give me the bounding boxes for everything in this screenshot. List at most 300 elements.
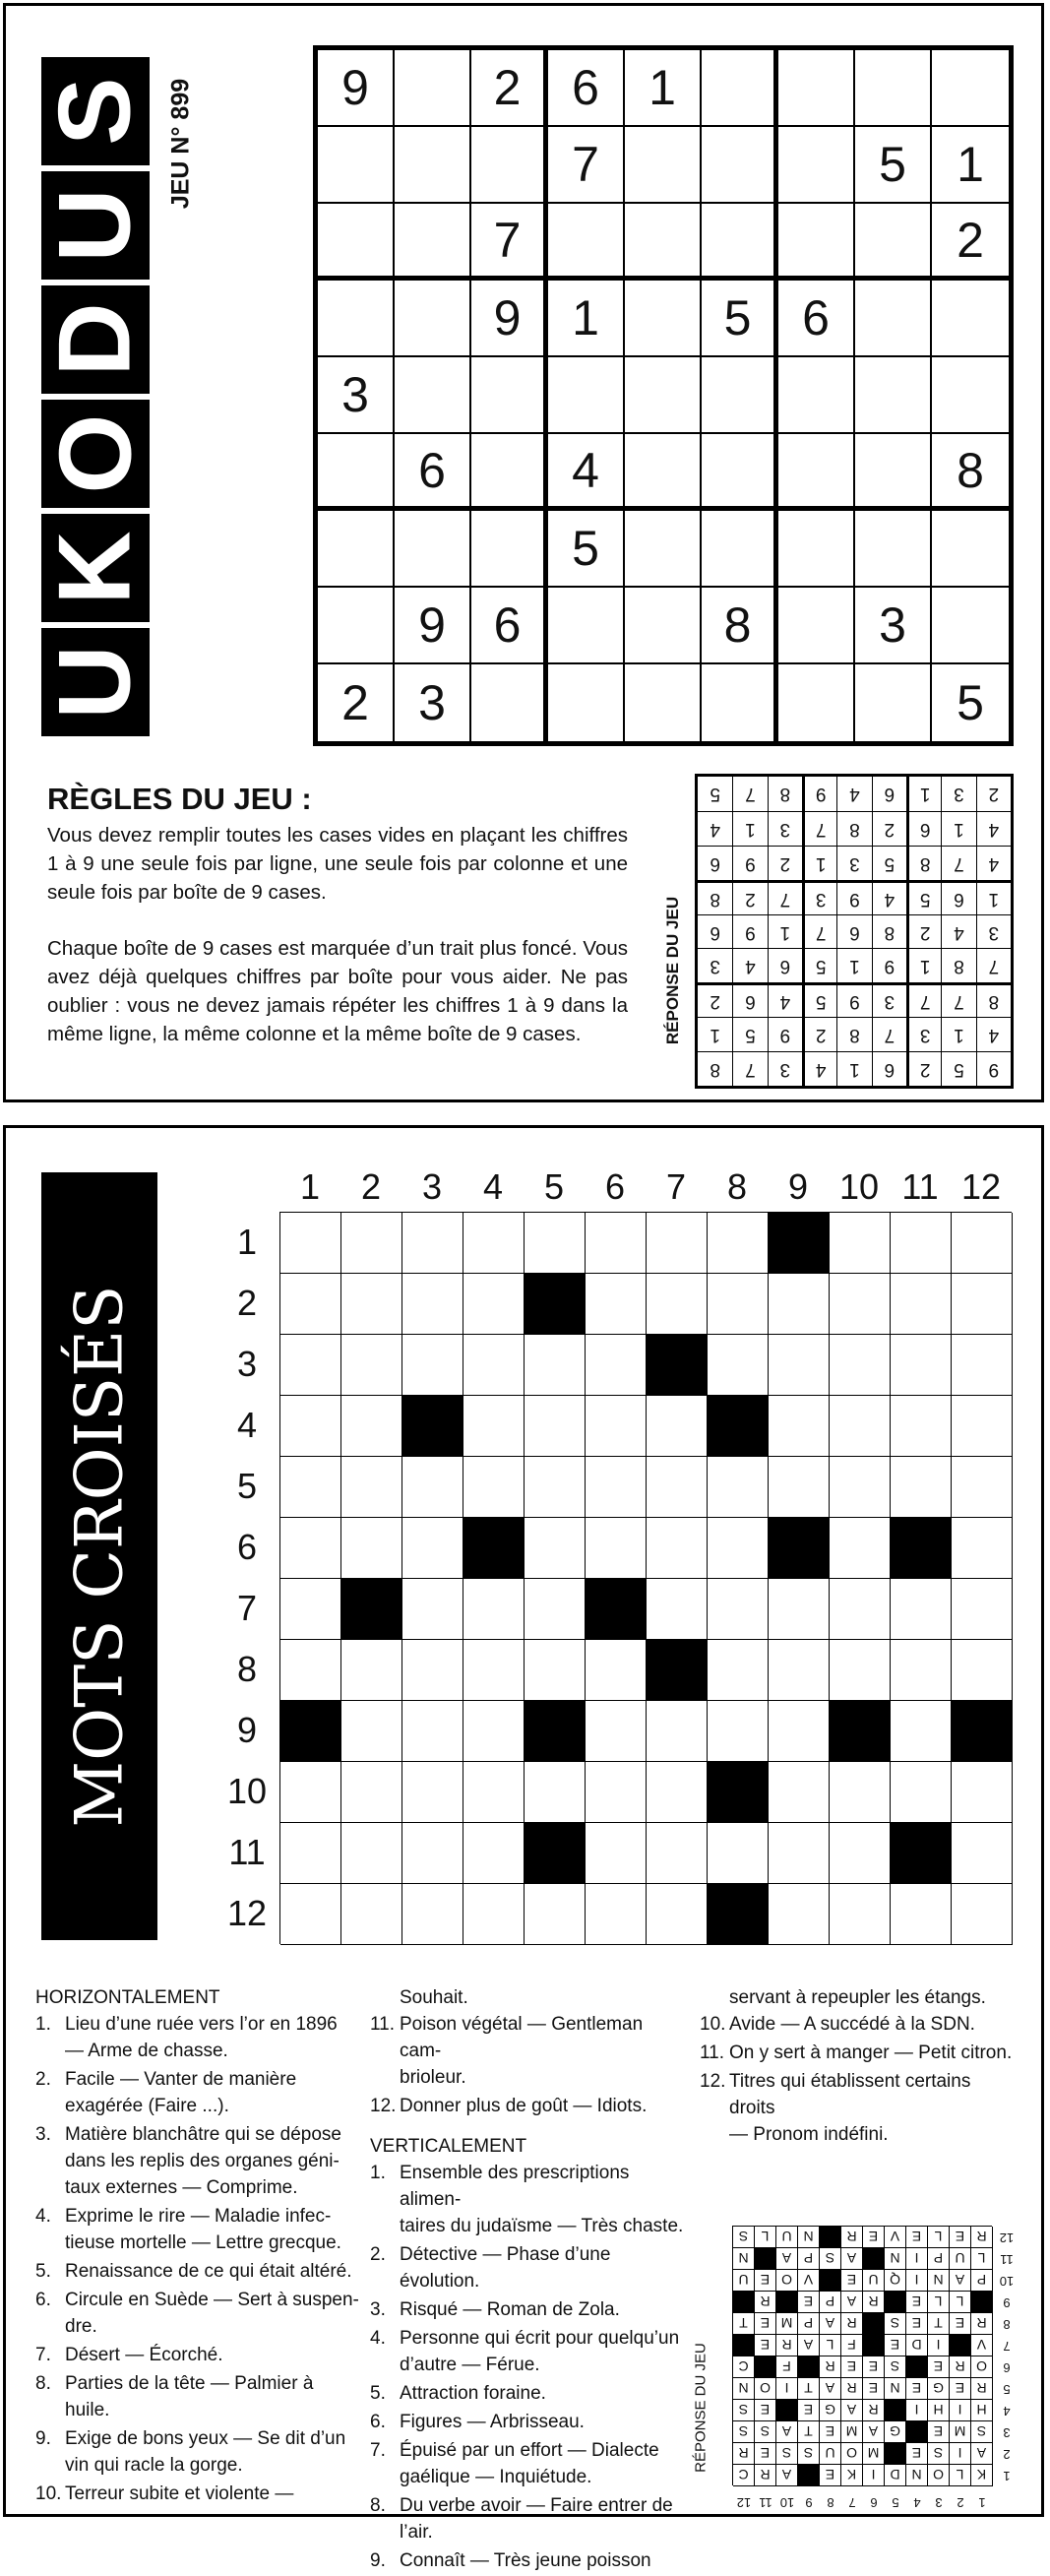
crossword-cell[interactable]	[952, 1823, 1013, 1884]
sudoku-cell[interactable]	[932, 50, 1009, 127]
sudoku-cell[interactable]: 1	[548, 281, 625, 357]
crossword-cell[interactable]	[952, 1884, 1013, 1945]
crossword-cell[interactable]	[525, 1640, 586, 1701]
crossword-cell[interactable]	[525, 1518, 586, 1579]
answer-letter-cell: T	[732, 2312, 754, 2334]
crossword-cell[interactable]	[891, 1213, 952, 1274]
crossword-cell[interactable]	[525, 1335, 586, 1396]
crossword-cell[interactable]	[708, 1823, 769, 1884]
crossword-cell[interactable]	[891, 1579, 952, 1640]
crossword-cell[interactable]	[586, 1518, 647, 1579]
crossword-cell[interactable]	[891, 1274, 952, 1335]
crossword-cell[interactable]	[463, 1396, 525, 1457]
answer-letter-cell: I	[862, 2464, 884, 2485]
crossword-cell[interactable]	[525, 1762, 586, 1823]
answer-letter-cell: R	[819, 2356, 840, 2377]
sudoku-cell[interactable]: 4	[548, 434, 625, 511]
clue-number: 12.	[700, 2071, 726, 2092]
row-number: 2	[236, 1283, 258, 1323]
crossword-cell[interactable]	[891, 1640, 952, 1701]
crossword-cell[interactable]	[952, 1457, 1013, 1518]
clue-item	[370, 2296, 685, 2323]
sudoku-cell[interactable]	[855, 357, 932, 434]
crossword-cell[interactable]	[708, 1274, 769, 1335]
sudoku-cell[interactable]: 6	[548, 50, 625, 127]
sudoku-cell[interactable]	[548, 664, 625, 741]
crossword-cell[interactable]	[830, 1396, 891, 1457]
crossword-cell[interactable]	[280, 1579, 341, 1640]
sudoku-cell[interactable]	[471, 357, 548, 434]
crossword-cell[interactable]	[769, 1823, 830, 1884]
sudoku-cell[interactable]	[471, 664, 548, 741]
crossword-cell[interactable]	[280, 1823, 341, 1884]
sudoku-cell[interactable]	[625, 511, 702, 588]
crossword-cell[interactable]	[280, 1884, 341, 1945]
crossword-cell[interactable]	[708, 1518, 769, 1579]
answer-letter-cell: R	[840, 2226, 862, 2247]
clue-number: 1.	[35, 2014, 51, 2035]
answer-column-number: 5	[892, 2495, 899, 2510]
clue-text	[65, 2481, 360, 2507]
column-number: 4	[482, 1166, 504, 1207]
crossword-cell[interactable]	[830, 1457, 891, 1518]
crossword-cell[interactable]	[463, 1823, 525, 1884]
answer-row-number: 9	[1003, 2295, 1011, 2310]
crossword-cell[interactable]	[402, 1213, 463, 1274]
clue-item	[35, 2011, 360, 2064]
crossword-cell[interactable]	[708, 1335, 769, 1396]
row-number: 4	[236, 1405, 258, 1445]
sudoku-cell[interactable]	[548, 357, 625, 434]
sudoku-cell[interactable]: 3	[395, 664, 471, 741]
sudoku-cell[interactable]	[702, 434, 778, 511]
crossword-cell[interactable]	[708, 1579, 769, 1640]
crossword-cell[interactable]	[708, 1701, 769, 1762]
sudoku-cell[interactable]	[625, 357, 702, 434]
crossword-cell[interactable]	[280, 1396, 341, 1457]
crossword-cell[interactable]	[830, 1884, 891, 1945]
sudoku-cell[interactable]	[395, 127, 471, 204]
clue-number: 8.	[370, 2495, 386, 2516]
crossword-cell[interactable]	[280, 1762, 341, 1823]
crossword-cell[interactable]	[280, 1274, 341, 1335]
row-number: 1	[236, 1222, 258, 1262]
crossword-cell[interactable]	[341, 1457, 402, 1518]
crossword-answer-column-numbers	[733, 2488, 993, 2510]
crossword-cell[interactable]	[891, 1884, 952, 1945]
sudoku-cell[interactable]	[702, 127, 778, 204]
sudoku-cell[interactable]	[778, 127, 855, 204]
crossword-cell[interactable]	[341, 1701, 402, 1762]
crossword-cell[interactable]	[891, 1762, 952, 1823]
crossword-cell[interactable]	[830, 1274, 891, 1335]
sudoku-cell[interactable]: 5	[855, 127, 932, 204]
crossword-cell[interactable]	[586, 1884, 647, 1945]
sudoku-cell[interactable]	[702, 511, 778, 588]
crossword-cell[interactable]	[586, 1823, 647, 1884]
clue-line: gaélique — Inquiétude.	[400, 2467, 592, 2487]
sudoku-cell[interactable]	[625, 664, 702, 741]
sudoku-answer-cell: 4	[802, 1051, 836, 1086]
black-cell	[647, 1640, 708, 1701]
answer-letter-cell: A	[949, 2269, 970, 2291]
crossword-cell[interactable]	[463, 1274, 525, 1335]
crossword-cell[interactable]	[280, 1213, 341, 1274]
black-cell	[708, 1762, 769, 1823]
crossword-cell[interactable]	[769, 1762, 830, 1823]
crossword-cell[interactable]	[769, 1335, 830, 1396]
sudoku-cell[interactable]: 6	[471, 588, 548, 664]
crossword-cell[interactable]	[402, 1274, 463, 1335]
answer-letter-cell: R	[754, 2464, 775, 2485]
crossword-cell[interactable]	[402, 1579, 463, 1640]
crossword-cell[interactable]	[891, 1335, 952, 1396]
answer-letter-cell: E	[949, 2312, 970, 2334]
sudoku-cell[interactable]	[318, 204, 395, 281]
sudoku-answer-cell: 8	[941, 948, 975, 982]
sudoku-cell[interactable]: 6	[778, 281, 855, 357]
crossword-cell[interactable]	[341, 1274, 402, 1335]
clue-line: Connaît — Très jeune poisson	[400, 2550, 651, 2571]
crossword-cell[interactable]	[952, 1396, 1013, 1457]
crossword-cell[interactable]	[769, 1701, 830, 1762]
crossword-cell[interactable]	[891, 1396, 952, 1457]
answer-letter-cell: A	[775, 2247, 797, 2269]
answer-letter-cell: A	[819, 2377, 840, 2399]
crossword-cell[interactable]	[586, 1762, 647, 1823]
sudoku-cell[interactable]	[395, 511, 471, 588]
crossword-cell[interactable]	[341, 1213, 402, 1274]
sudoku-cell[interactable]	[625, 204, 702, 281]
crossword-cell[interactable]	[769, 1457, 830, 1518]
banner-letter-text: U	[37, 188, 153, 263]
crossword-cell[interactable]	[769, 1396, 830, 1457]
crossword-cell[interactable]	[402, 1823, 463, 1884]
crossword-cell[interactable]	[769, 1640, 830, 1701]
crossword-cell[interactable]	[341, 1518, 402, 1579]
crossword-cell[interactable]	[952, 1213, 1013, 1274]
answer-letter-cell: E	[862, 2356, 884, 2377]
crossword-cell[interactable]	[586, 1274, 647, 1335]
clue-line: — Pronom indéfini.	[729, 2124, 889, 2145]
clue-number: 11.	[700, 2042, 725, 2063]
sudoku-answer-cell: 8	[836, 811, 871, 846]
crossword-cell[interactable]	[708, 1213, 769, 1274]
crossword-cell[interactable]	[952, 1518, 1013, 1579]
sudoku-cell[interactable]: 9	[318, 50, 395, 127]
crossword-cell[interactable]	[586, 1701, 647, 1762]
crossword-cell[interactable]	[402, 1884, 463, 1945]
answer-black-cell	[754, 2356, 775, 2377]
sudoku-cell[interactable]	[395, 357, 471, 434]
sudoku-cell[interactable]	[625, 127, 702, 204]
sudoku-answer-cell: 9	[802, 777, 836, 811]
sudoku-answer-cell: 6	[698, 914, 732, 949]
sudoku-cell[interactable]: 5	[702, 281, 778, 357]
crossword-cell[interactable]	[402, 1640, 463, 1701]
sudoku-cell[interactable]	[471, 127, 548, 204]
crossword-cell[interactable]	[952, 1274, 1013, 1335]
clue-line: Renaissance de ce qui était altéré.	[65, 2261, 352, 2282]
sudoku-answer-cell: 2	[768, 846, 802, 880]
crossword-cell[interactable]	[341, 1396, 402, 1457]
crossword-cell[interactable]	[647, 1823, 708, 1884]
crossword-cell[interactable]	[647, 1457, 708, 1518]
crossword-cell[interactable]	[891, 1701, 952, 1762]
crossword-cell[interactable]	[463, 1884, 525, 1945]
sudoku-answer-cell: 7	[906, 982, 941, 1017]
crossword-cell[interactable]	[463, 1335, 525, 1396]
sudoku-cell[interactable]: 1	[932, 127, 1009, 204]
crossword-cell[interactable]	[525, 1396, 586, 1457]
crossword-cell[interactable]	[586, 1640, 647, 1701]
sudoku-answer-cell: 3	[976, 914, 1011, 949]
sudoku-answer-cell: 3	[768, 811, 802, 846]
clue-line: Ensemble des prescriptions alimen-	[400, 2163, 630, 2210]
sudoku-answer-cell: 1	[732, 811, 767, 846]
sudoku-cell[interactable]	[855, 281, 932, 357]
sudoku-cell[interactable]	[548, 588, 625, 664]
sudoku-answer-cell: 3	[941, 777, 975, 811]
sudoku-cell[interactable]: 2	[471, 50, 548, 127]
sudoku-cell[interactable]	[855, 664, 932, 741]
clue-line: Risqué — Roman de Zola.	[400, 2299, 620, 2320]
row-number: 12	[226, 1893, 268, 1933]
sudoku-cell[interactable]: 2	[932, 204, 1009, 281]
crossword-cell[interactable]	[280, 1640, 341, 1701]
sudoku-cell[interactable]	[702, 204, 778, 281]
crossword-cell[interactable]	[952, 1762, 1013, 1823]
black-cell	[525, 1701, 586, 1762]
crossword-cell[interactable]	[586, 1396, 647, 1457]
crossword-cell[interactable]	[830, 1640, 891, 1701]
crossword-cell[interactable]	[463, 1579, 525, 1640]
sudoku-cell[interactable]	[778, 511, 855, 588]
clue-number: 5.	[370, 2383, 386, 2404]
sudoku-cell[interactable]	[318, 127, 395, 204]
sudoku-cell[interactable]	[855, 50, 932, 127]
sudoku-cell[interactable]	[625, 434, 702, 511]
crossword-cell[interactable]	[586, 1213, 647, 1274]
answer-row-number: 5	[1003, 2382, 1011, 2397]
crossword-cell[interactable]	[830, 1823, 891, 1884]
sudoku-cell[interactable]: 3	[855, 588, 932, 664]
clue-line: Exprime le rire — Maladie infec-	[65, 2206, 332, 2227]
crossword-cell[interactable]	[830, 1579, 891, 1640]
crossword-cell[interactable]	[586, 1457, 647, 1518]
sudoku-cell[interactable]	[471, 434, 548, 511]
answer-letter-cell: S	[884, 2312, 905, 2334]
sudoku-answer-cell: 6	[768, 948, 802, 982]
answer-letter-cell: K	[840, 2464, 862, 2485]
answer-column-number: 9	[805, 2495, 813, 2510]
crossword-grid[interactable]	[279, 1212, 1012, 1944]
sudoku-cell[interactable]	[932, 281, 1009, 357]
crossword-cell[interactable]	[769, 1884, 830, 1945]
sudoku-cell[interactable]	[778, 50, 855, 127]
sudoku-cell[interactable]: 1	[625, 50, 702, 127]
crossword-cell[interactable]	[830, 1762, 891, 1823]
answer-letter-cell: A	[819, 2312, 840, 2334]
crossword-cell[interactable]	[952, 1579, 1013, 1640]
sudoku-cell[interactable]	[778, 204, 855, 281]
black-cell	[708, 1884, 769, 1945]
clue-text	[65, 2011, 360, 2064]
crossword-cell[interactable]	[341, 1762, 402, 1823]
crossword-cell[interactable]	[463, 1762, 525, 1823]
sudoku-cell[interactable]	[932, 357, 1009, 434]
sudoku-cell[interactable]	[702, 50, 778, 127]
sudoku-answer-cell: 2	[802, 1017, 836, 1051]
crossword-cell[interactable]	[647, 1213, 708, 1274]
crossword-cell[interactable]	[341, 1640, 402, 1701]
crossword-cell[interactable]	[402, 1518, 463, 1579]
clue-line: tieuse mortelle — Lettre grecque.	[65, 2232, 341, 2253]
black-cell	[708, 1396, 769, 1457]
rules-title: RÈGLES DU JEU :	[47, 782, 312, 816]
sudoku-cell[interactable]	[855, 204, 932, 281]
sudoku-answer-cell: 4	[836, 777, 871, 811]
sudoku-cell[interactable]	[625, 281, 702, 357]
sudoku-cell[interactable]: 9	[395, 588, 471, 664]
crossword-cell[interactable]	[891, 1457, 952, 1518]
crossword-cell[interactable]	[525, 1579, 586, 1640]
clue-line: taux externes — Comprime.	[65, 2177, 298, 2198]
black-cell	[525, 1274, 586, 1335]
crossword-cell[interactable]	[708, 1640, 769, 1701]
crossword-cell[interactable]	[647, 1579, 708, 1640]
sudoku-cell[interactable]	[778, 588, 855, 664]
crossword-cell[interactable]	[647, 1701, 708, 1762]
sudoku-cell[interactable]	[395, 281, 471, 357]
sudoku-cell[interactable]	[625, 588, 702, 664]
sudoku-cell[interactable]	[778, 664, 855, 741]
crossword-cell[interactable]	[341, 1335, 402, 1396]
answer-letter-cell: T	[797, 2420, 819, 2442]
sudoku-cell[interactable]: 6	[395, 434, 471, 511]
sudoku-cell[interactable]: 9	[471, 281, 548, 357]
crossword-cell[interactable]	[769, 1579, 830, 1640]
crossword-cell[interactable]	[647, 1884, 708, 1945]
crossword-cell[interactable]	[830, 1213, 891, 1274]
answer-row-number: 8	[1003, 2317, 1011, 2332]
crossword-cell[interactable]	[525, 1213, 586, 1274]
sudoku-cell[interactable]: 5	[548, 511, 625, 588]
sudoku-cell[interactable]: 5	[957, 675, 984, 730]
crossword-cell[interactable]	[952, 1640, 1013, 1701]
sudoku-cell[interactable]	[778, 434, 855, 511]
crossword-cell[interactable]	[341, 1823, 402, 1884]
crossword-cell[interactable]	[280, 1518, 341, 1579]
sudoku-cell[interactable]	[318, 511, 395, 588]
crossword-cell[interactable]	[769, 1274, 830, 1335]
answer-column-number: 10	[779, 2495, 795, 2510]
answer-letter-cell: A	[775, 2420, 797, 2442]
crossword-cell[interactable]	[402, 1701, 463, 1762]
crossword-cell[interactable]	[708, 1457, 769, 1518]
answer-column-number: 4	[913, 2495, 921, 2510]
sudoku-cell[interactable]	[855, 434, 932, 511]
sudoku-answer-cell: 6	[872, 1051, 906, 1086]
crossword-cell[interactable]	[830, 1518, 891, 1579]
crossword-cell[interactable]	[463, 1701, 525, 1762]
crossword-cell[interactable]	[586, 1335, 647, 1396]
crossword-cell[interactable]	[647, 1518, 708, 1579]
crossword-cell[interactable]	[463, 1213, 525, 1274]
sudoku-cell[interactable]	[702, 357, 778, 434]
crossword-cell[interactable]	[647, 1762, 708, 1823]
crossword-cell[interactable]	[402, 1335, 463, 1396]
clue-number: 6.	[370, 2412, 386, 2432]
clue-text	[400, 2296, 685, 2323]
sudoku-answer-cell: 4	[976, 846, 1011, 880]
crossword-cell[interactable]	[280, 1335, 341, 1396]
crossword-cell[interactable]	[402, 1762, 463, 1823]
sudoku-cell[interactable]	[932, 511, 1009, 588]
clue-item	[370, 2241, 685, 2294]
crossword-cell[interactable]	[402, 1457, 463, 1518]
sudoku-cell[interactable]: 7	[471, 204, 548, 281]
crossword-cell[interactable]	[463, 1640, 525, 1701]
sudoku-cell[interactable]	[471, 511, 548, 588]
sudoku-cell[interactable]	[932, 588, 1009, 664]
clue-item	[35, 2342, 360, 2368]
sudoku-answer-cell: 3	[768, 1051, 802, 1086]
sudoku-grid[interactable]	[313, 45, 1014, 746]
black-cell	[769, 1518, 830, 1579]
sudoku-cell[interactable]	[395, 204, 471, 281]
sudoku-cell[interactable]: 7	[548, 127, 625, 204]
sudoku-cell[interactable]	[395, 50, 471, 127]
sudoku-answer-cell: 3	[872, 982, 906, 1017]
sudoku-cell[interactable]	[855, 511, 932, 588]
clue-item	[370, 2011, 685, 2091]
answer-letter-cell: R	[970, 2377, 992, 2399]
crossword-cell[interactable]	[463, 1457, 525, 1518]
crossword-cell[interactable]	[525, 1884, 586, 1945]
clue-item	[700, 2011, 1015, 2038]
sudoku-cell[interactable]: 8	[702, 588, 778, 664]
crossword-cell[interactable]	[647, 1274, 708, 1335]
sudoku-cell[interactable]: 3	[318, 357, 395, 434]
clue-item	[35, 2370, 360, 2423]
sudoku-cell[interactable]	[702, 664, 778, 741]
crossword-cell[interactable]	[647, 1396, 708, 1457]
crossword-cell[interactable]	[830, 1335, 891, 1396]
sudoku-cell[interactable]	[548, 204, 625, 281]
sudoku-cell[interactable]: 8	[932, 434, 1009, 511]
sudoku-cell[interactable]	[318, 588, 395, 664]
answer-letter-cell: L	[819, 2334, 840, 2356]
sudoku-cell[interactable]	[318, 434, 395, 511]
crossword-cell[interactable]	[341, 1884, 402, 1945]
clue-number: 2.	[35, 2069, 51, 2090]
answer-black-cell	[884, 2442, 905, 2464]
sudoku-answer-cell: 5	[802, 948, 836, 982]
clue-line: Avide — A succédé à la SDN.	[729, 2014, 975, 2035]
clue-item	[700, 2068, 1015, 2148]
crossword-cell[interactable]	[952, 1335, 1013, 1396]
sudoku-cell[interactable]	[318, 281, 395, 357]
crossword-cell[interactable]	[280, 1457, 341, 1518]
clue-number: 4.	[370, 2328, 386, 2349]
answer-letter-cell: M	[840, 2420, 862, 2442]
clue-line: dans les replis des organes géni-	[65, 2151, 340, 2171]
crossword-cell[interactable]	[525, 1457, 586, 1518]
sudoku-cell[interactable]: 2	[318, 664, 395, 741]
sudoku-cell[interactable]	[778, 357, 855, 434]
column-number: 6	[604, 1166, 626, 1207]
